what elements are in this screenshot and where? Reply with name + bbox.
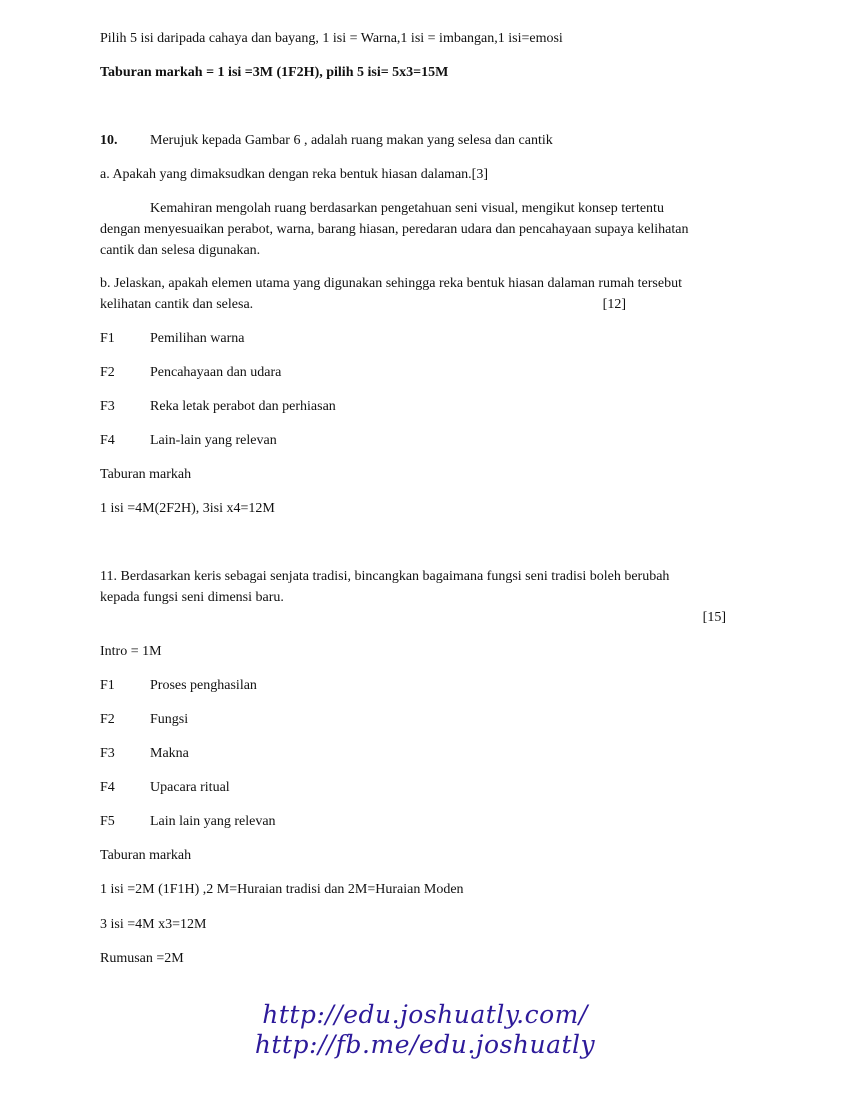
footer-link-facebook[interactable]: http://fb.me/edu.joshuatly — [254, 1030, 596, 1059]
taburan-label: Taburan markah — [100, 467, 192, 482]
factor-text: Reka letak perabot dan perhiasan — [150, 399, 336, 414]
intro-line: Pilih 5 isi daripada cahaya dan bayang, 1 isi = Warna,1 isi = imbangan,1 isi=emosi — [100, 31, 563, 46]
factor-code: F4 — [100, 780, 115, 795]
factor-text: Proses penghasilan — [150, 678, 257, 693]
answer-10a-line2: dengan menyesuaikan perabot, warna, barang hiasan, peredaran udara dan pencahayaan supaya kelihatan — [100, 222, 689, 237]
factor-text: Lain lain yang relevan — [150, 814, 276, 829]
intro-mark: Intro = 1M — [100, 644, 162, 659]
factor-text: Pemilihan warna — [150, 331, 245, 346]
rumusan-mark: Rumusan =2M — [100, 951, 184, 966]
factor-code: F2 — [100, 712, 115, 727]
footer-links — [0, 1000, 850, 1060]
taburan-value: 1 isi =4M(2F2H), 3isi x4=12M — [100, 501, 275, 516]
question-number: 10. — [100, 133, 118, 148]
taburan-label: Taburan markah — [100, 848, 192, 863]
question-10a: a. Apakah yang dimaksudkan dengan reka bentuk hiasan dalaman.[3] — [100, 167, 488, 182]
taburan-line2: 3 isi =4M x3=12M — [100, 917, 207, 932]
factor-text: Pencahayaan dan udara — [150, 365, 282, 380]
factor-code: F5 — [100, 814, 115, 829]
factor-code: F2 — [100, 365, 115, 380]
question-11-line2: kepada fungsi seni dimensi baru. — [100, 590, 284, 605]
document-page: Pilih 5 isi daripada cahaya dan bayang, 1 isi = Warna,1 isi = imbangan,1 isi=emosi Taburan markah = 1 isi =3M (1F2H), pilih 5 isi= 5x3=15M 10. Merujuk kepada Gambar 6 , adalah ruang makan yang selesa dan cantik a. Apakah yang dimaksudkan dengan reka bentuk hiasan dalaman.[3] Kemahiran mengolah ruang berdasarkan pengetahuan seni visual, mengikut konsep tertentu dengan menyesuaikan perabot, warna, barang hiasan, peredaran udara dan pencahayaan supaya kelihatan cantik dan selesa digunakan. b. Jelaskan, apakah elemen utama yang digunakan sehingga reka bentuk hiasan dalaman rumah tersebut kelihatan cantik dan selesa. [12] F1 Pemilihan warna F2 Pencahayaan dan udara F3 Reka letak perabot dan perhiasan F4 Lain-lain yang relevan Taburan markah 1 isi =4M(2F2H), 3isi x4=12M 11. Berdasarkan keris sebagai senjata tradisi, bincangkan bagaimana fungsi seni tradisi boleh berubah kepada fungsi seni dimensi baru. [15] Intro = 1M F1 Proses penghasilan F2 Fungsi F3 Makna F4 Upacara ritual F5 Lain lain yang relevan Taburan markah 1 isi =2M (1F1H) ,2 M=Huraian tradisi dan 2M=Huraian Moden 3 isi =4M x3=12M Rumusan =2M http://edu.joshuatly.com/ http://fb.me/edu.joshuatly — [0, 0, 850, 1100]
question-11-line1: 11. Berdasarkan keris sebagai senjata tradisi, bincangkan bagaimana fungsi seni tradisi boleh berubah — [100, 569, 670, 584]
factor-text: Upacara ritual — [150, 780, 230, 795]
answer-10a-line3: cantik dan selesa digunakan. — [100, 243, 261, 258]
factor-code: F3 — [100, 746, 115, 761]
factor-text: Fungsi — [150, 712, 189, 727]
question-title: Merujuk kepada Gambar 6 , adalah ruang makan yang selesa dan cantik — [150, 133, 553, 148]
question-10b-line2: kelihatan cantik dan selesa. [12] — [100, 294, 755, 315]
factor-code: F1 — [100, 678, 115, 693]
footer-link-website[interactable]: http://edu.joshuatly.com/ — [262, 1000, 588, 1029]
factor-code: F3 — [100, 399, 115, 414]
marks-label: [12] — [602, 297, 626, 312]
factor-code: F4 — [100, 433, 115, 448]
factor-text: Makna — [150, 746, 189, 761]
factor-text: Lain-lain yang relevan — [150, 433, 277, 448]
question-10b-line1: b. Jelaskan, apakah elemen utama yang digunakan sehingga reka bentuk hiasan dalaman rumah tersebut — [100, 276, 682, 291]
factor-code: F1 — [100, 331, 115, 346]
marks-label: [15] — [702, 610, 726, 625]
taburan-line1: 1 isi =2M (1F1H) ,2 M=Huraian tradisi dan 2M=Huraian Moden — [100, 882, 464, 897]
marking-summary-bold: Taburan markah = 1 isi =3M (1F2H), pilih 5 isi= 5x3=15M — [100, 65, 449, 80]
